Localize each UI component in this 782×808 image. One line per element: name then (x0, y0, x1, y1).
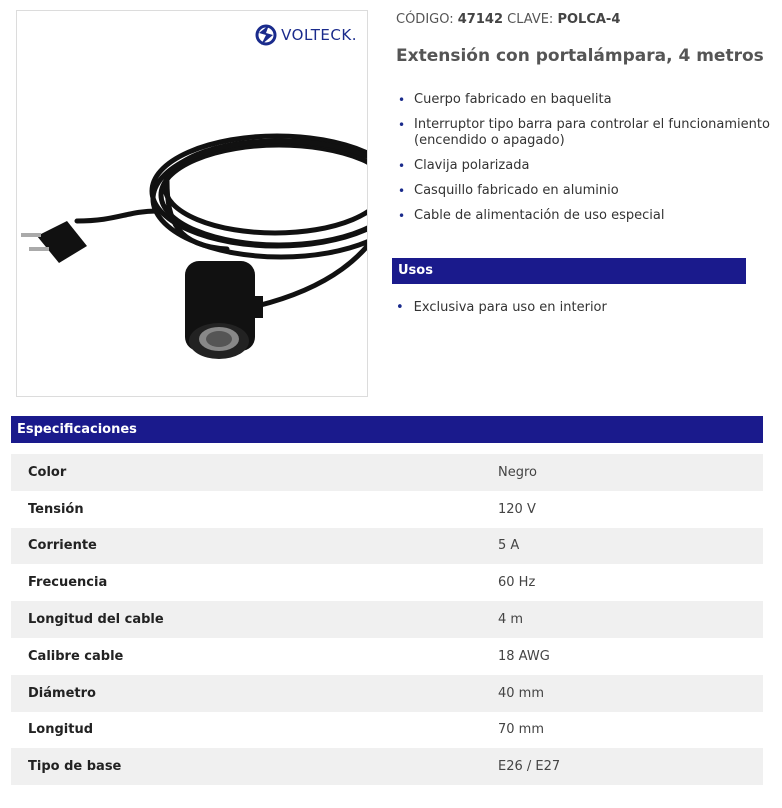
list-item: • Casquillo fabricado en aluminio (398, 183, 778, 199)
spec-value: 4 m (498, 601, 763, 638)
spec-key: Longitud (28, 722, 94, 738)
table-row (11, 675, 763, 712)
spec-key: Diámetro (11, 675, 498, 712)
product-code: 47142 (457, 12, 503, 27)
spec-key: Corriente (11, 528, 498, 565)
usos-header: Usos (392, 258, 746, 284)
spec-key: Tipo de base (11, 748, 498, 785)
spec-value: 120 V (498, 501, 536, 517)
product-key: POLCA-4 (557, 12, 621, 27)
table-row (11, 748, 763, 785)
spec-key: Tensión (28, 501, 84, 517)
spec-key: Frecuencia (28, 575, 108, 591)
features-list (398, 92, 778, 233)
specs-table (11, 454, 763, 785)
key-label: CLAVE: (507, 12, 554, 27)
list-item: • Interruptor tipo barra para controlar el funcionamiento (encendido o apagado) (398, 117, 778, 149)
table-row (11, 564, 763, 601)
extension-cord-lampholder-image (17, 71, 367, 371)
spec-value: 5 A (498, 528, 763, 565)
brand-name: VOLTECK. (281, 26, 357, 44)
list-item: • Cuerpo fabricado en baquelita (398, 92, 778, 108)
table-row (11, 454, 763, 491)
spec-value: Negro (498, 454, 763, 491)
spec-key: Longitud del cable (11, 601, 498, 638)
table-row (11, 712, 763, 749)
spec-key: Color (11, 454, 498, 491)
bullet-icon: • (396, 300, 404, 315)
spec-value: 70 mm (498, 722, 545, 738)
table-row (11, 601, 763, 638)
list-item: • Cable de alimentación de uso especial (398, 208, 778, 224)
specs-header: Especificaciones (11, 416, 763, 443)
usos-text: Exclusiva para uso en interior (413, 300, 607, 315)
volteck-s-logo-icon (255, 23, 277, 47)
table-row (11, 638, 763, 675)
spec-value: 40 mm (498, 675, 763, 712)
product-title: Extensión con portalámpara, 4 metros (396, 46, 764, 66)
code-label: CÓDIGO: (396, 12, 454, 27)
brand-logo (255, 23, 357, 47)
table-row (11, 491, 763, 528)
usos-list-item (396, 300, 607, 315)
spec-value: 18 AWG (498, 648, 550, 664)
spec-value: 60 Hz (498, 575, 536, 591)
spec-value: E26 / E27 (498, 748, 763, 785)
list-item: • Clavija polarizada (398, 158, 778, 174)
table-row (11, 528, 763, 565)
product-image-box (16, 10, 368, 397)
spec-key: Calibre cable (28, 648, 124, 664)
product-code-line (396, 12, 620, 27)
